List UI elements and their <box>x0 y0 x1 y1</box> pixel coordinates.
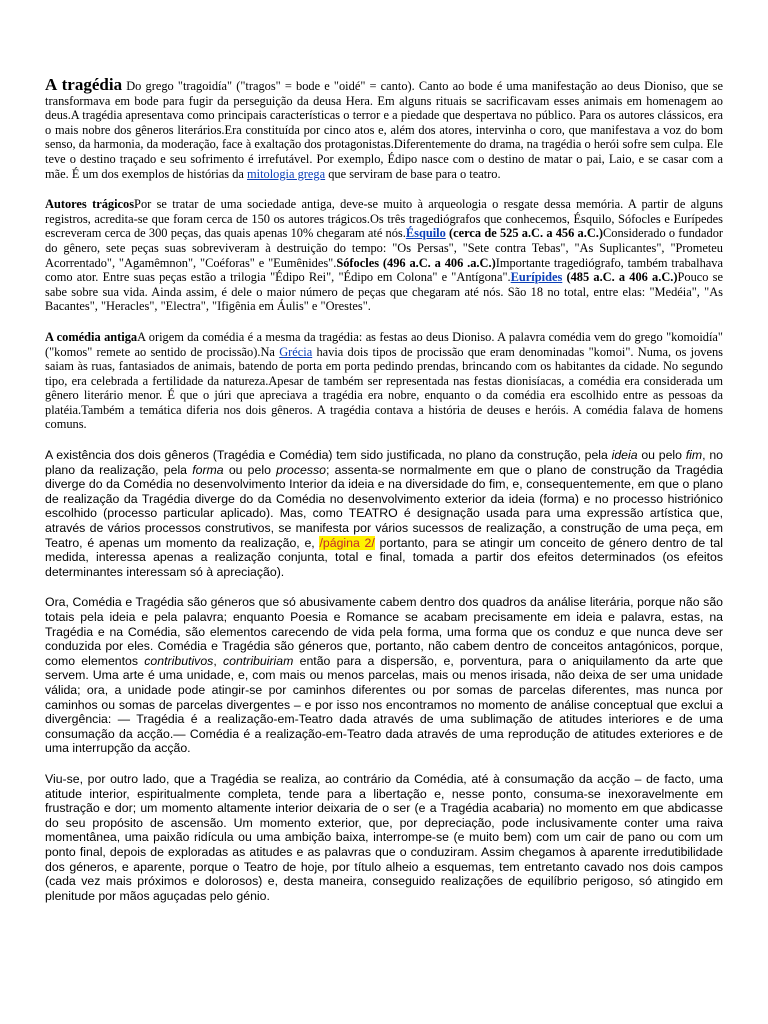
existencia-italic-processo: processo <box>276 462 327 477</box>
tragedia-title: A tragédia <box>45 75 123 94</box>
existencia-text-2: ou pelo <box>637 448 686 463</box>
autores-heading: Autores trágicos <box>45 197 135 212</box>
existencia-text-5: ; assenta-se normalmente em que o plano de construção da Tragédia diverge do da Comédia no desenvolvimento Interior da ideia e na diversidade do fim, e, consequentemente, em que o plano de realização da Tragédia diverge do da Comédia no desenvolvimento exterior da ideia (forma) e no processo histriónico escolhido (processo particular aplicado). Mas, como TEATRO é designação usada para uma expressão artística que, através de vários processos construtivos, se manifesta por vários sucessos de realização, a construção de uma peça, em Teatro, é apenas um momento da realização, e, <box>45 462 724 550</box>
existencia-text-4: ou pelo <box>223 462 277 477</box>
tragedia-paragraph <box>45 75 723 181</box>
autores-text-4: Pouco se sabe sobre sua vida. Ainda assim, é dele o maior número de peças que chegaram até nós. São 18 no total, entre elas: "Medéia", "As Bacantes", "Heracles", "Electra", "Ifigênia em Áulis" e "Orestes". <box>45 270 723 314</box>
existencia-italic-ideia: ideia <box>611 448 638 463</box>
ora-text-1: Ora, Comédia e Tragédia são géneros que só abusivamente cabem dentro dos quadros da análise literária, porque não são totais pela ideia e pela palavra; enquanto Poesia e Romance se acabam precisamente em ideia e palavra, estas, na Tragédia e na Comédia, são elementos carecendo de vida pela forma, uma forma que os conduz e que nunca deve ser conduzida por eles. Comédia e Tragédia são géneros que, portanto, não cabem dentro de conceitos antagónicos, porque, como elementos <box>45 595 723 668</box>
autores-paragraph <box>45 197 723 314</box>
existencia-text-6: portanto, para se atingir um conceito de género dentro de tal medida, interessa apenas a realização conjunta, total e final, tomada a partir dos efeitos determinados (os efeitos determinantes interessam só à apreciação). <box>45 535 723 579</box>
ora-italic-contributivos: contributivos <box>144 653 214 668</box>
comedia-text-2: havia dois tipos de procissão que eram denominadas "komoi". Numa, os jovens saiam às ruas, fantasiados de animais, batendo de porta em porta pedindo prendas, brincando com os habitantes da cidade. No segundo tipo, era celebrada a fertilidade da natureza.Apesar de também ser representada nas festas dionisíacas, a comédia era considerada um gênero literário menor. É que o júri que apreciava a tragédia era nobre, enquanto o da comédia era escolhido entre as pessoas da platéia.Também a temática diferia nos dois gêneros. A tragédia contava a história de deuses e heróis. A comédia falava de homens comuns. <box>45 344 724 432</box>
autores-text-2: Considerado o fundador do gênero, sete peças suas sobreviveram à destruição do tempo: "Os Persas", "Sete contra Tebas", "As Suplicantes", "Prometeu Acorrentado", "Agamêmnon", "Coéforas" e "Eumênides". <box>45 226 724 270</box>
document-page <box>45 75 724 903</box>
euripides-dates: (485 a.C. a 406 a.C.) <box>562 270 678 285</box>
comedia-heading: A comédia antiga <box>45 329 138 344</box>
autores-text-3: Importante tragediógrafo, também trabalhava como ator. Entre suas peças estão a trilogia "Édipo Rei", "Édipo em Colona" e "Antígona". <box>45 255 723 285</box>
comedia-text-1: A origem da comédia é a mesma da tragédia: as festas ao deus Dioniso. A palavra comédia vem do grego "komoidía" ("komos" remete ao sentido de procissão).Na <box>45 329 723 359</box>
euripides-link[interactable]: Eurípides <box>510 270 563 285</box>
existencia-paragraph <box>45 448 723 579</box>
ora-italic-contribuiriam: contribuiriam <box>222 653 294 668</box>
comedia-paragraph <box>45 330 723 432</box>
ora-paragraph <box>45 595 723 756</box>
existencia-italic-forma: forma <box>192 462 224 477</box>
viuse-paragraph: Viu-se, por outro lado, que a Tragédia se realiza, ao contrário da Comédia, até à consumação da acção – de facto, uma atitude interior, espiritualmente completa, tende para a libertação e, nesse ponto, consuma-se inexoravelmente em frustração e dor; um momento altamente interior deixaria de o ser (e a Tragédia acabaria) no momento em que abdicasse do seu propósito de ascensão. Um momento exterior, que, por depreciação, pode inclusivamente conter uma raiva momentânea, uma paixão ridícula ou uma ambição baixa, interrompe-se (e muito bem) com um cair de pano ou com um ponto final, depois de exploradas as atitudes e as palavras que o conduziram. Assim chegamos à aparente irredutibilidade dos géneros, e aparente, porque o Teatro de hoje, por título alheio a esquemas, tem entretanto cavado nos dois campos (cada vez mais próximos e dolorosos) e, desta maneira, conseguido realizações de equilíbrio perigoso, só atingido em plenitude por mãos aguçadas pelo génio. <box>45 771 723 903</box>
esquilo-link[interactable]: Ésquilo <box>405 226 446 241</box>
sofocles-heading: Sófocles (496 a.C. a 406 .a.C.) <box>336 255 496 270</box>
tragedia-text-1: Do grego "tragoidía" ("tragos" = bode e "oidé" = canto). Canto ao bode é uma manifestação ao deus Dioniso, que se transformava em bode para fugir da perseguição da deusa Hera. Em alguns rituais se sacrificavam esses animais em homenagem ao deus.A tragédia apresentava como principais características o terror e a piedade que despertava no público. Para os autores clássicos, era o mais nobre dos gêneros literários.Era constituída por cinco atos e, além dos atores, intervinha o coro, que manifestava a voz do bom senso, da harmonia, da moderação, face à exaltação dos protagonistas.Diferentemente do drama, na tragédia o herói sofre sem culpa. Ele teve o destino traçado e seu sofrimento é irrefutável. Por exemplo, Édipo nasce com o destino de matar o pai, Laio, e se casar com a mãe. É um dos exemplos de histórias da <box>45 79 723 181</box>
tragedia-text-2: que serviram de base para o teatro. <box>325 166 501 181</box>
page-marker: /página 2/ <box>319 535 375 550</box>
ora-text-3: então para a dispersão, e, porventura, para o aniquilamento da arte que servem. Uma arte é uma unidade, e, com mais ou menos parcelas, mais ou menos irisada, não deixa de ser uma unidade válida; ora, a unidade pode atingir-se por caminhos diferentes ou por somas de parcelas diferentes, mas nunca por caminhos ou somas de parcelas divergentes – e por isso nos encontramos no momento de análise conceptual que exclui a divergência: — Tragédia é a realização-em-Teatro dada através de uma sublimação de atitudes interiores e de uma consumação da acção.— Comédia é a realização-em-Teatro dada através de uma reprodução de atitudes exteriores e de uma interrupção da acção. <box>45 653 723 756</box>
autores-text-1: Por se tratar de uma sociedade antiga, deve-se muito à arqueologia o resgate dessa memória. A partir de alguns registros, acredita-se que foram cerca de 150 os autores trágicos.Os três tragediógrafos que conhecemos, Ésquilo, Sófocles e Eurípedes escreveram cerca de 300 peças, das quais apenas 10% chegaram até nós. <box>45 197 723 241</box>
existencia-text-1: A existência dos dois gêneros (Tragédia e Comédia) tem sido justificada, no plano da construção, pela <box>45 448 612 463</box>
grecia-link[interactable]: Grécia <box>279 344 313 359</box>
ora-text-2: , <box>213 653 223 668</box>
esquilo-dates: (cerca de 525 a.C. a 456 a.C.) <box>445 226 604 241</box>
existencia-italic-fim: fim <box>685 448 703 463</box>
existencia-text-3: , no plano da realização, pela <box>45 448 723 477</box>
mitologia-grega-link[interactable]: mitologia grega <box>247 166 326 181</box>
